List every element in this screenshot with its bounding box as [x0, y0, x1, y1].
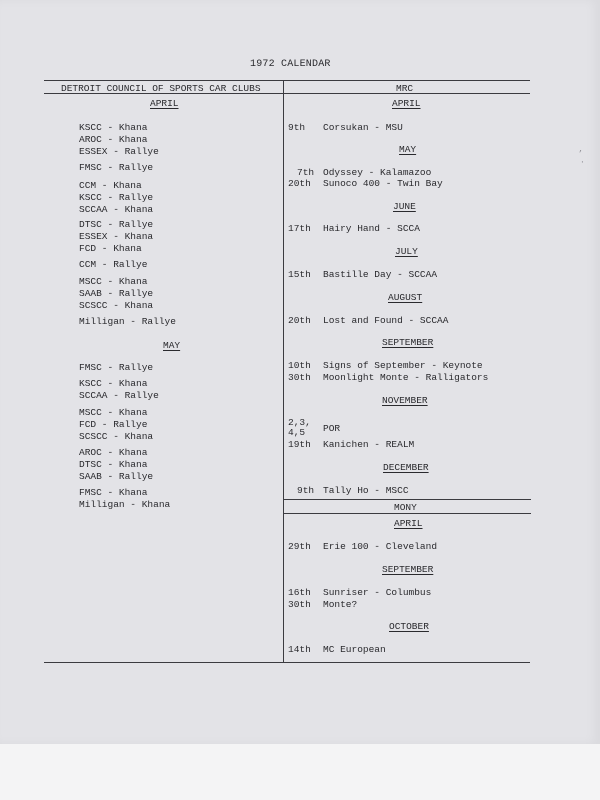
entry-event: Milligan - Khana: [79, 499, 171, 510]
entry-event: CCM - Rallye: [79, 259, 148, 270]
entry-event: FMSC - Khana: [79, 487, 148, 498]
entry-event: Odyssey - Kalamazoo: [323, 167, 432, 178]
entry-event: MSCC - Khana: [79, 276, 148, 287]
column-divider: [283, 80, 284, 662]
entry-event: Monte?: [323, 599, 358, 610]
entry-event: SCCAA - Khana: [79, 204, 154, 215]
entry-date: 10th: [288, 360, 311, 371]
entry-event: Milligan - Rallye: [79, 316, 176, 327]
entry-date: 9th: [288, 122, 306, 133]
entry-date: 20th: [288, 315, 311, 326]
top-rule: [44, 80, 530, 81]
page-title: 1972 CALENDAR: [250, 59, 331, 70]
entry-event: FCD - Rallye: [79, 419, 148, 430]
month-heading: JULY: [395, 246, 418, 257]
entry-event: POR: [323, 423, 341, 434]
entry-event: AROC - Khana: [79, 447, 148, 458]
entry-event: ESSEX - Khana: [79, 231, 154, 242]
entry-date: 30th: [288, 372, 311, 383]
entry-event: Signs of September - Keynote: [323, 360, 483, 371]
entry-event: SAAB - Rallye: [79, 471, 154, 482]
entry-date: 29th: [288, 541, 311, 552]
entry-date: 15th: [288, 269, 311, 280]
entry-event: SAAB - Rallye: [79, 288, 154, 299]
entry-event: KSCC - Khana: [79, 122, 148, 133]
margin-mark: ·: [580, 158, 585, 167]
entry-event: MSCC - Khana: [79, 407, 148, 418]
entry-event: Lost and Found - SCCAA: [323, 315, 449, 326]
entry-event: Bastille Day - SCCAA: [323, 269, 438, 280]
month-heading: MAY: [399, 144, 417, 155]
entry-date: 17th: [288, 223, 311, 234]
entry-date: 9th: [297, 485, 315, 496]
month-heading: OCTOBER: [389, 621, 429, 632]
month-heading: NOVEMBER: [382, 395, 428, 406]
month-heading: APRIL: [394, 518, 423, 529]
entry-event: AROC - Khana: [79, 134, 148, 145]
entry-event: Sunoco 400 - Twin Bay: [323, 178, 443, 189]
entry-date: 2,3,: [288, 417, 311, 428]
month-heading: APRIL: [392, 98, 421, 109]
entry-date: 19th: [288, 439, 311, 450]
mony-top-rule: [283, 499, 531, 500]
entry-event: Erie 100 - Cleveland: [323, 541, 438, 552]
entry-event: CCM - Khana: [79, 180, 142, 191]
mrc-header: MRC: [396, 83, 414, 94]
entry-event: FMSC - Rallye: [79, 362, 154, 373]
mony-header-rule: [283, 513, 531, 514]
entry-event: Hairy Hand - SCCA: [323, 223, 420, 234]
entry-event: FMSC - Rallye: [79, 162, 154, 173]
entry-event: KSCC - Rallye: [79, 192, 154, 203]
entry-event: Moonlight Monte - Ralligators: [323, 372, 489, 383]
entry-event: Sunriser - Columbus: [323, 587, 432, 598]
entry-event: MC European: [323, 644, 386, 655]
month-heading: APRIL: [150, 98, 179, 109]
month-heading: SEPTEMBER: [382, 564, 434, 575]
entry-event: FCD - Khana: [79, 243, 142, 254]
dcscc-header: DETROIT COUNCIL OF SPORTS CAR CLUBS: [61, 83, 261, 94]
margin-mark: ’: [578, 150, 583, 159]
entry-date: 14th: [288, 644, 311, 655]
month-heading: JUNE: [393, 201, 416, 212]
entry-event: SCCAA - Rallye: [79, 390, 159, 401]
entry-date: 30th: [288, 599, 311, 610]
entry-event: SCSCC - Khana: [79, 300, 154, 311]
month-heading: SEPTEMBER: [382, 337, 434, 348]
entry-date: 20th: [288, 178, 311, 189]
entry-event: DTSC - Rallye: [79, 219, 154, 230]
entry-event: DTSC - Khana: [79, 459, 148, 470]
month-heading: DECEMBER: [383, 462, 429, 473]
entry-event: KSCC - Khana: [79, 378, 148, 389]
entry-event: ESSEX - Rallye: [79, 146, 159, 157]
entry-event: Kanichen - REALM: [323, 439, 415, 450]
month-heading: AUGUST: [388, 292, 423, 303]
entry-date: 4,5: [288, 427, 306, 438]
entry-event: SCSCC - Khana: [79, 431, 154, 442]
entry-date: 7th: [297, 167, 315, 178]
entry-date: 16th: [288, 587, 311, 598]
entry-event: Corsukan - MSU: [323, 122, 403, 133]
bottom-rule: [44, 662, 530, 663]
entry-event: Tally Ho - MSCC: [323, 485, 409, 496]
month-heading: MAY: [163, 340, 181, 351]
mony-header: MONY: [394, 502, 417, 513]
